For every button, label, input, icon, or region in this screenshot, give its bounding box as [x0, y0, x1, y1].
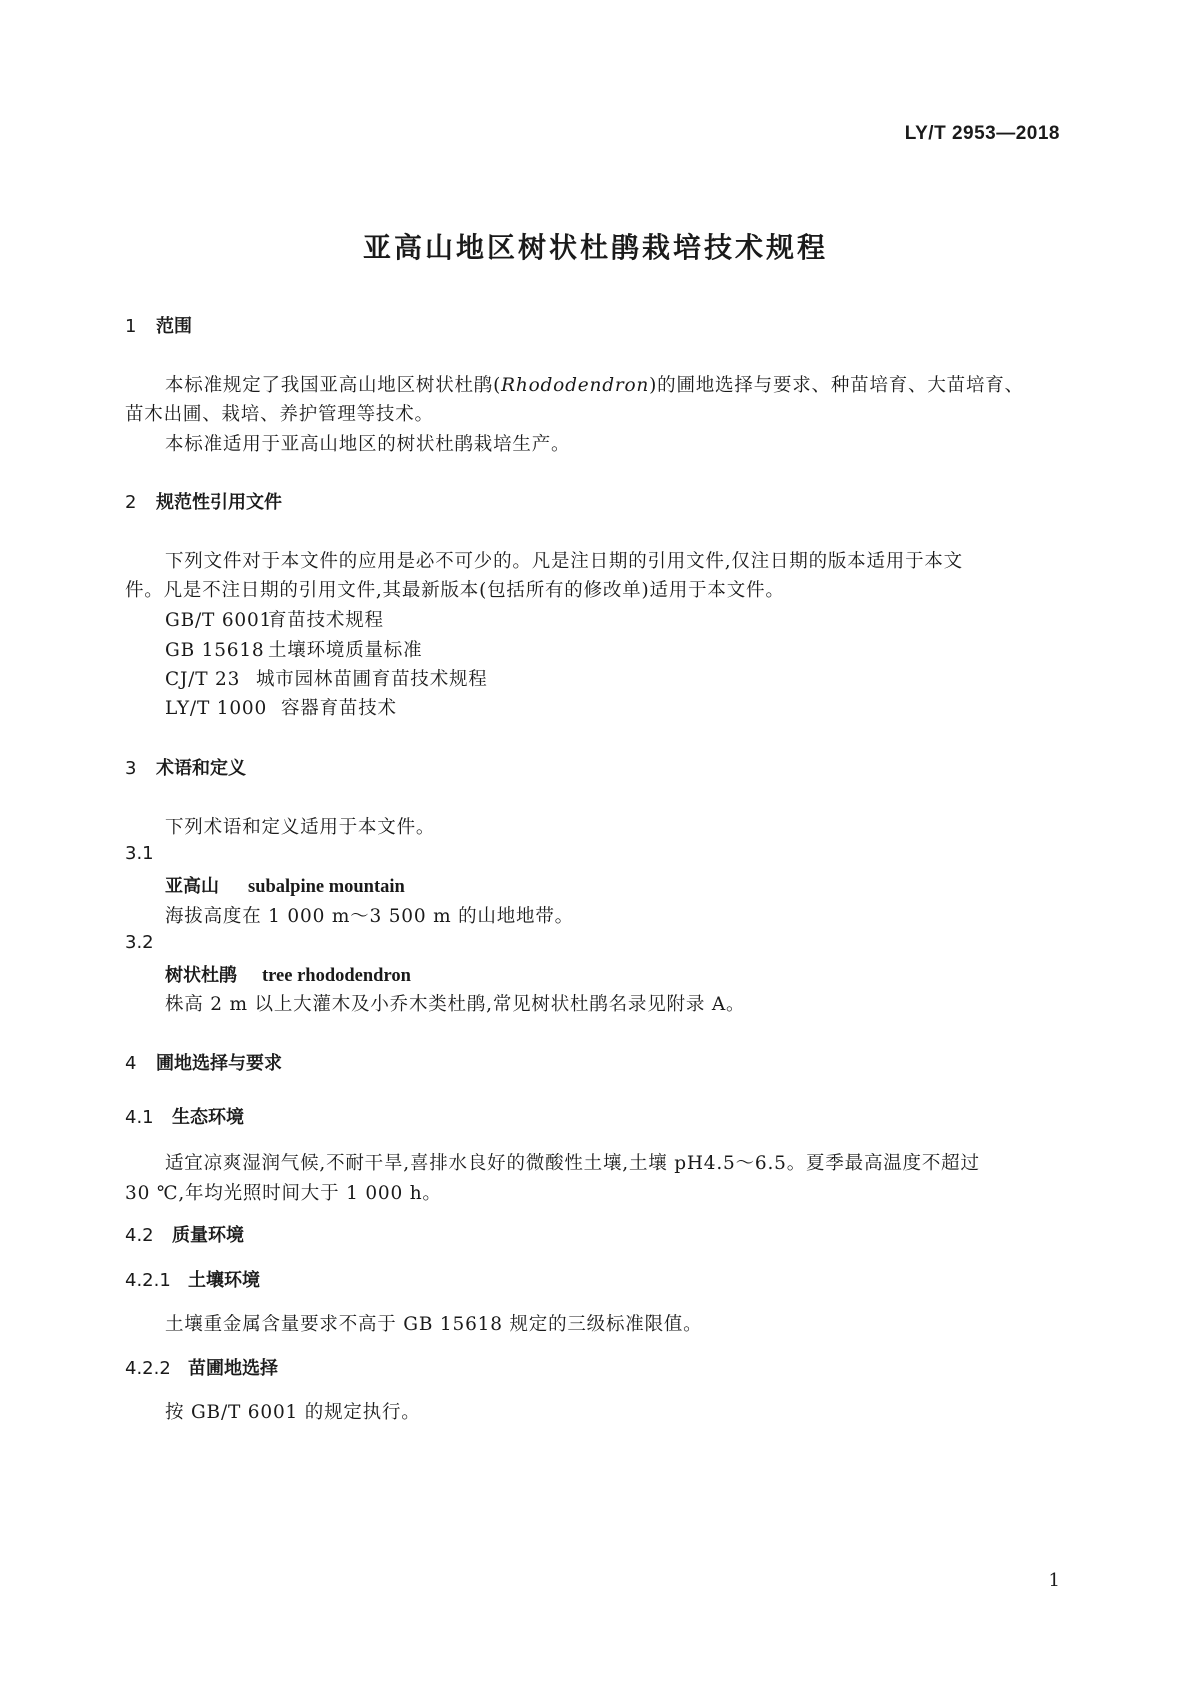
section-3-heading: [125, 754, 246, 780]
reference-code: LY/T 1000: [165, 698, 268, 719]
standard-code: LY/T 2953—2018: [904, 123, 1060, 144]
reference-code: CJ/T 23: [165, 669, 241, 690]
term-chinese: 树状杜鹃: [165, 965, 237, 986]
section-4-1-heading: [125, 1103, 244, 1129]
section-number: 2: [125, 492, 137, 513]
reference-item: [165, 606, 384, 632]
text-run: )的圃地选择与要求、种苗培育、大苗培育、: [649, 375, 1024, 396]
section-1-paragraph-2: 本标准适用于亚高山地区的树状杜鹃栽培生产。: [165, 434, 571, 455]
section-number: 4.2.1: [125, 1270, 171, 1291]
section-1-paragraph-1-line-2: 苗木出圃、栽培、养护管理等技术。: [125, 404, 434, 425]
section-4-1-paragraph-line-1: 适宜凉爽湿润气候,不耐干旱,喜排水良好的微酸性土壤,土壤 pH4.5～6.5。夏季最高温度不超过: [165, 1153, 980, 1174]
section-title: 术语和定义: [156, 758, 246, 779]
section-4-2-heading: [125, 1221, 244, 1247]
section-4-2-2-heading: [125, 1354, 278, 1380]
section-3-intro: 下列术语和定义适用于本文件。: [165, 817, 436, 838]
section-4-2-2-paragraph: 按 GB/T 6001 的规定执行。: [165, 1402, 421, 1423]
term-number: 3.1: [125, 843, 154, 864]
reference-code: GB/T 6001: [165, 610, 273, 631]
term-entry: [165, 872, 405, 898]
section-2-paragraph-line-1: 下列文件对于本文件的应用是必不可少的。凡是注日期的引用文件,仅注日期的版本适用于本文: [165, 551, 963, 572]
section-2-heading: [125, 488, 282, 514]
term-definition: 海拔高度在 1 000 m～3 500 m 的山地地带。: [165, 906, 574, 927]
term-chinese: 亚高山: [165, 876, 219, 897]
section-title: 苗圃地选择: [188, 1358, 278, 1379]
term-english: tree rhododendron: [262, 966, 411, 986]
reference-name: 城市园林苗圃育苗技术规程: [256, 669, 488, 690]
section-4-2-1-paragraph: 土壤重金属含量要求不高于 GB 15618 规定的三级标准限值。: [165, 1314, 703, 1335]
document-title: 亚高山地区树状杜鹃栽培技术规程: [362, 231, 828, 264]
section-1-paragraph-1-line-1: [165, 371, 1024, 397]
section-number: 1: [125, 316, 137, 337]
section-number: 4.2.2: [125, 1358, 171, 1379]
reference-name: 育苗技术规程: [268, 610, 384, 631]
reference-code: GB 15618: [165, 640, 265, 661]
section-number: 3: [125, 758, 137, 779]
term-definition: 株高 2 m 以上大灌木及小乔木类杜鹃,常见树状杜鹃名录见附录 A。: [165, 994, 746, 1015]
reference-item: [165, 694, 397, 720]
reference-name: 土壤环境质量标准: [268, 640, 423, 661]
section-title: 质量环境: [172, 1225, 244, 1246]
section-number: 4.2: [125, 1225, 154, 1246]
text-run: 本标准规定了我国亚高山地区树状杜鹃(: [165, 375, 502, 396]
section-number: 4: [125, 1053, 137, 1074]
term-english: subalpine mountain: [248, 877, 405, 897]
section-number: 4.1: [125, 1107, 154, 1128]
reference-item: [165, 636, 422, 662]
term-entry: [165, 961, 411, 987]
section-title: 圃地选择与要求: [156, 1053, 282, 1074]
term-number: 3.2: [125, 932, 154, 953]
section-title: 规范性引用文件: [156, 492, 282, 513]
section-title: 范围: [156, 316, 192, 337]
section-title: 土壤环境: [188, 1270, 260, 1291]
section-4-2-1-heading: [125, 1266, 260, 1292]
section-4-heading: [125, 1049, 282, 1075]
section-4-1-paragraph-line-2: 30 ℃,年均光照时间大于 1 000 h。: [125, 1183, 442, 1204]
section-title: 生态环境: [172, 1107, 244, 1128]
section-2-paragraph-line-2: 件。凡是不注日期的引用文件,其最新版本(包括所有的修改单)适用于本文件。: [125, 580, 785, 601]
page-number: 1: [1048, 1570, 1060, 1591]
section-1-heading: [125, 312, 192, 338]
reference-item: [165, 665, 488, 691]
reference-name: 容器育苗技术: [281, 698, 397, 719]
latin-name: Rhododendron: [501, 375, 650, 396]
